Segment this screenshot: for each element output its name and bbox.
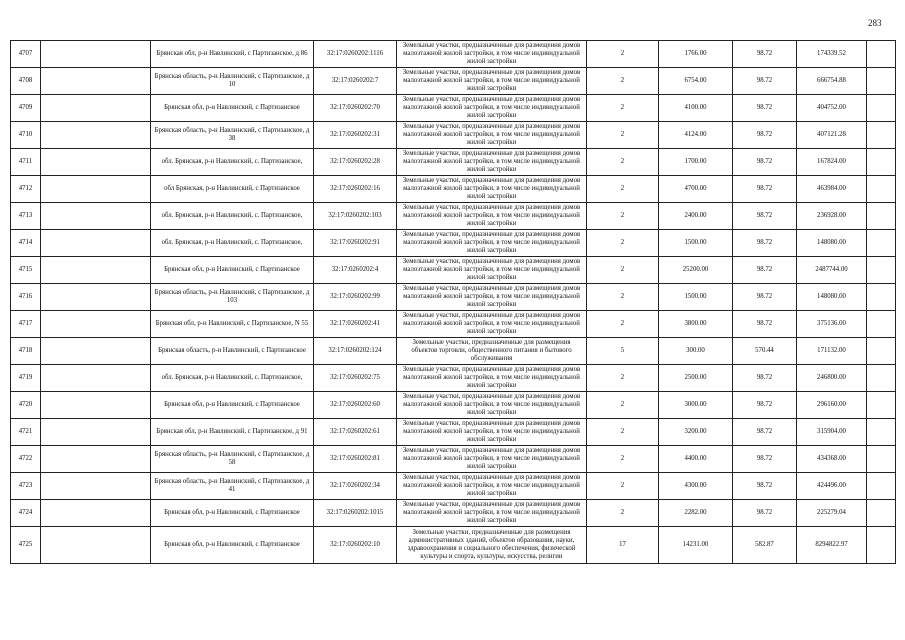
group-cell: 2 xyxy=(587,419,659,446)
empty-cell xyxy=(41,203,151,230)
rate-cell: 98.72 xyxy=(733,500,797,527)
empty-cell xyxy=(867,41,896,68)
land-use-cell: Земельные участки, предназначенные для размещения домов малоэтажной жилой застройки, в том числе индивидуальной жилой застройки xyxy=(397,68,587,95)
rate-cell: 98.72 xyxy=(733,284,797,311)
area-cell: 6754.00 xyxy=(659,68,733,95)
rate-cell: 98.72 xyxy=(733,311,797,338)
group-cell: 2 xyxy=(587,68,659,95)
cadastral-cost-cell: 463984.00 xyxy=(797,176,867,203)
address-cell: обл. Брянская, р-н Навлинский, с. Партизанское, xyxy=(151,203,314,230)
area-cell: 2400.00 xyxy=(659,203,733,230)
cadastral-cost-cell: 424496.00 xyxy=(797,473,867,500)
rate-cell: 98.72 xyxy=(733,473,797,500)
empty-cell xyxy=(41,500,151,527)
cadastral-cost-cell: 315904.00 xyxy=(797,419,867,446)
empty-cell xyxy=(867,230,896,257)
row-number: 4724 xyxy=(11,500,41,527)
area-cell: 14231.00 xyxy=(659,527,733,564)
empty-cell xyxy=(41,446,151,473)
cadastral-number-cell: 32:17:0260202:10 xyxy=(314,527,397,564)
address-cell: Брянская обл, р-н Навлинский, с Партизанское, д 86 xyxy=(151,41,314,68)
empty-cell xyxy=(41,95,151,122)
row-number: 4715 xyxy=(11,257,41,284)
cadastral-number-cell: 32:17:0260202:91 xyxy=(314,230,397,257)
land-use-cell: Земельные участки, предназначенные для размещения домов малоэтажной жилой застройки, в том числе индивидуальной жилой застройки xyxy=(397,446,587,473)
empty-cell xyxy=(41,419,151,446)
empty-cell xyxy=(41,392,151,419)
empty-cell xyxy=(41,149,151,176)
group-cell: 2 xyxy=(587,473,659,500)
address-cell: Брянская обл, р-н Навлинский, с Партизанское xyxy=(151,500,314,527)
empty-cell xyxy=(867,68,896,95)
cadastral-number-cell: 32:17:0260202:99 xyxy=(314,284,397,311)
empty-cell xyxy=(867,203,896,230)
empty-cell xyxy=(867,149,896,176)
land-use-cell: Земельные участки, предназначенные для размещения домов малоэтажной жилой застройки, в том числе индивидуальной жилой застройки xyxy=(397,176,587,203)
empty-cell xyxy=(41,284,151,311)
land-use-cell: Земельные участки, предназначенные для размещения домов малоэтажной жилой застройки, в том числе индивидуальной жилой застройки xyxy=(397,419,587,446)
empty-cell xyxy=(41,338,151,365)
group-cell: 17 xyxy=(587,527,659,564)
cadastral-number-cell: 32:17:0260202:41 xyxy=(314,311,397,338)
empty-cell xyxy=(41,68,151,95)
group-cell: 2 xyxy=(587,257,659,284)
group-cell: 2 xyxy=(587,95,659,122)
cadastral-cost-cell: 236928.00 xyxy=(797,203,867,230)
row-number: 4712 xyxy=(11,176,41,203)
land-use-cell: Земельные участки, предназначенные для размещения домов малоэтажной жилой застройки, в том числе индивидуальной жилой застройки xyxy=(397,122,587,149)
land-use-cell: Земельные участки, предназначенные для размещения домов малоэтажной жилой застройки, в том числе индивидуальной жилой застройки xyxy=(397,230,587,257)
cadastral-number-cell: 32:17:0260202:61 xyxy=(314,419,397,446)
address-cell: Брянская область, р-н Навлинский, с Партизанское, д 41 xyxy=(151,473,314,500)
cadastral-cost-cell: 174339.52 xyxy=(797,41,867,68)
rate-cell: 582.87 xyxy=(733,527,797,564)
cadastral-cost-cell: 246800.00 xyxy=(797,365,867,392)
empty-cell xyxy=(867,311,896,338)
row-number: 4709 xyxy=(11,95,41,122)
group-cell: 2 xyxy=(587,365,659,392)
empty-cell xyxy=(867,257,896,284)
area-cell: 1700.00 xyxy=(659,149,733,176)
group-cell: 2 xyxy=(587,203,659,230)
area-cell: 2282.00 xyxy=(659,500,733,527)
table-row xyxy=(11,365,896,392)
rate-cell: 98.72 xyxy=(733,392,797,419)
area-cell: 4700.00 xyxy=(659,176,733,203)
area-cell: 300.00 xyxy=(659,338,733,365)
row-number: 4714 xyxy=(11,230,41,257)
empty-cell xyxy=(867,284,896,311)
group-cell: 2 xyxy=(587,176,659,203)
table-row xyxy=(11,41,896,68)
area-cell: 3000.00 xyxy=(659,392,733,419)
rate-cell: 98.72 xyxy=(733,95,797,122)
cadastral-number-cell: 32:17:0260202:7 xyxy=(314,68,397,95)
land-use-cell: Земельные участки, предназначенные для размещения домов малоэтажной жилой застройки, в том числе индивидуальной жилой застройки xyxy=(397,149,587,176)
address-cell: Брянская обл, р-н Навлинский, с Партизанское xyxy=(151,392,314,419)
address-cell: Брянская область, р-н Навлинский, с Партизанское, д 58 xyxy=(151,446,314,473)
empty-cell xyxy=(867,365,896,392)
land-use-cell: Земельные участки, предназначенные для размещения домов малоэтажной жилой застройки, в том числе индивидуальной жилой застройки xyxy=(397,392,587,419)
land-use-cell: Земельные участки, предназначенные для размещения домов малоэтажной жилой застройки, в том числе индивидуальной жилой застройки xyxy=(397,41,587,68)
group-cell: 2 xyxy=(587,284,659,311)
group-cell: 2 xyxy=(587,41,659,68)
empty-cell xyxy=(41,365,151,392)
table-row xyxy=(11,311,896,338)
empty-cell xyxy=(41,176,151,203)
empty-cell xyxy=(867,95,896,122)
empty-cell xyxy=(41,230,151,257)
cadastral-cost-cell: 407121.28 xyxy=(797,122,867,149)
empty-cell xyxy=(867,446,896,473)
cadastral-cost-cell: 296160.00 xyxy=(797,392,867,419)
table-row xyxy=(11,68,896,95)
table-row xyxy=(11,122,896,149)
cadastral-number-cell: 32:17:0260202:70 xyxy=(314,95,397,122)
table-body xyxy=(11,41,896,564)
row-number: 4720 xyxy=(11,392,41,419)
table-row xyxy=(11,230,896,257)
cadastral-cost-cell: 404752.00 xyxy=(797,95,867,122)
land-use-cell: Земельные участки, предназначенные для размещения домов малоэтажной жилой застройки, в том числе индивидуальной жилой застройки xyxy=(397,311,587,338)
rate-cell: 98.72 xyxy=(733,203,797,230)
rate-cell: 98.72 xyxy=(733,176,797,203)
table-row xyxy=(11,257,896,284)
address-cell: Брянская обл, р-н Навлинский, с Партизанское xyxy=(151,257,314,284)
group-cell: 2 xyxy=(587,392,659,419)
address-cell: обл. Брянская, р-н Навлинский, с. Партизанское, xyxy=(151,149,314,176)
cadastral-cost-cell: 434368.00 xyxy=(797,446,867,473)
row-number: 4713 xyxy=(11,203,41,230)
cadastral-number-cell: 32:17:0260202:4 xyxy=(314,257,397,284)
row-number: 4719 xyxy=(11,365,41,392)
cadastral-cost-cell: 8294822.97 xyxy=(797,527,867,564)
cadastral-number-cell: 32:17:0260202:124 xyxy=(314,338,397,365)
empty-cell xyxy=(41,257,151,284)
group-cell: 2 xyxy=(587,149,659,176)
address-cell: Брянская область, р-н Навлинский, с Партизанское xyxy=(151,338,314,365)
land-use-cell: Земельные участки, предназначенные для размещения домов малоэтажной жилой застройки, в том числе индивидуальной жилой застройки xyxy=(397,257,587,284)
rate-cell: 570.44 xyxy=(733,338,797,365)
table-row xyxy=(11,446,896,473)
cadastral-cost-cell: 148080.00 xyxy=(797,230,867,257)
cadastral-cost-cell: 2487744.00 xyxy=(797,257,867,284)
address-cell: обл. Брянская, р-н Навлинский, с. Партизанское, xyxy=(151,365,314,392)
table-row xyxy=(11,95,896,122)
rate-cell: 98.72 xyxy=(733,122,797,149)
land-use-cell: Земельные участки, предназначенные для размещения домов малоэтажной жилой застройки, в том числе индивидуальной жилой застройки xyxy=(397,365,587,392)
empty-cell xyxy=(867,500,896,527)
address-cell: обл. Брянская, р-н Навлинский, с. Партизанское, xyxy=(151,230,314,257)
rate-cell: 98.72 xyxy=(733,68,797,95)
rate-cell: 98.72 xyxy=(733,446,797,473)
empty-cell xyxy=(41,311,151,338)
page-number: 283 xyxy=(868,18,882,28)
empty-cell xyxy=(867,338,896,365)
row-number: 4725 xyxy=(11,527,41,564)
address-cell: Брянская обл, р-н Навлинский, с Партизанское xyxy=(151,527,314,564)
group-cell: 2 xyxy=(587,122,659,149)
row-number: 4707 xyxy=(11,41,41,68)
cadastral-number-cell: 32:17:0260202:1015 xyxy=(314,500,397,527)
area-cell: 1500.00 xyxy=(659,284,733,311)
empty-cell xyxy=(41,473,151,500)
empty-cell xyxy=(867,392,896,419)
area-cell: 25200.00 xyxy=(659,257,733,284)
group-cell: 5 xyxy=(587,338,659,365)
cadastral-cost-cell: 171132.00 xyxy=(797,338,867,365)
table-row xyxy=(11,338,896,365)
cadastral-number-cell: 32:17:0260202:28 xyxy=(314,149,397,176)
cadastral-cost-cell: 375136.00 xyxy=(797,311,867,338)
cadastral-cost-cell: 148080.00 xyxy=(797,284,867,311)
row-number: 4723 xyxy=(11,473,41,500)
land-plots-table xyxy=(10,40,896,564)
table-row xyxy=(11,176,896,203)
cadastral-number-cell: 32:17:0260202:34 xyxy=(314,473,397,500)
cadastral-number-cell: 32:17:0260202:103 xyxy=(314,203,397,230)
empty-cell xyxy=(867,419,896,446)
table-row xyxy=(11,149,896,176)
land-use-cell: Земельные участки, предназначенные для размещения объектов торговли, общественного питания и бытового обслуживания xyxy=(397,338,587,365)
cadastral-number-cell: 32:17:0260202:31 xyxy=(314,122,397,149)
land-use-cell: Земельные участки, предназначенные для размещения домов малоэтажной жилой застройки, в том числе индивидуальной жилой застройки xyxy=(397,95,587,122)
row-number: 4711 xyxy=(11,149,41,176)
row-number: 4716 xyxy=(11,284,41,311)
land-use-cell: Земельные участки, предназначенные для размещения административных зданий, объектов образования, науки, здравоохранения и социального обеспечения, физической культуры и спорта, культуры, искусства, религии xyxy=(397,527,587,564)
address-cell: Брянская область, р-н Навлинский, с Партизанское, д 10 xyxy=(151,68,314,95)
land-use-cell: Земельные участки, предназначенные для размещения домов малоэтажной жилой застройки, в том числе индивидуальной жилой застройки xyxy=(397,473,587,500)
row-number: 4708 xyxy=(11,68,41,95)
empty-cell xyxy=(867,473,896,500)
area-cell: 1500.00 xyxy=(659,230,733,257)
table-row xyxy=(11,419,896,446)
empty-cell xyxy=(867,122,896,149)
area-cell: 1766.00 xyxy=(659,41,733,68)
empty-cell xyxy=(41,122,151,149)
rate-cell: 98.72 xyxy=(733,419,797,446)
empty-cell xyxy=(41,41,151,68)
table-row xyxy=(11,392,896,419)
table-row xyxy=(11,500,896,527)
group-cell: 2 xyxy=(587,446,659,473)
area-cell: 4124.00 xyxy=(659,122,733,149)
address-cell: Брянская обл, р-н Навлинский, с Партизанское, д 91 xyxy=(151,419,314,446)
table-row xyxy=(11,284,896,311)
empty-cell xyxy=(867,527,896,564)
cadastral-number-cell: 32:17:0260202:81 xyxy=(314,446,397,473)
address-cell: Брянская обл, р-н Навлинский, с Партизанское xyxy=(151,95,314,122)
address-cell: Брянская область, р-н Навлинский, с Партизанское, д 38 xyxy=(151,122,314,149)
land-use-cell: Земельные участки, предназначенные для размещения домов малоэтажной жилой застройки, в том числе индивидуальной жилой застройки xyxy=(397,500,587,527)
cadastral-number-cell: 32:17:0260202:16 xyxy=(314,176,397,203)
empty-cell xyxy=(867,176,896,203)
area-cell: 4400.00 xyxy=(659,446,733,473)
cadastral-cost-cell: 666754.88 xyxy=(797,68,867,95)
cadastral-number-cell: 32:17:0260202:1116 xyxy=(314,41,397,68)
area-cell: 3200.00 xyxy=(659,419,733,446)
group-cell: 2 xyxy=(587,230,659,257)
rate-cell: 98.72 xyxy=(733,365,797,392)
address-cell: Брянская обл, р-н Навлинский, с Партизанское, N 55 xyxy=(151,311,314,338)
area-cell: 3800.00 xyxy=(659,311,733,338)
table-row xyxy=(11,203,896,230)
row-number: 4722 xyxy=(11,446,41,473)
area-cell: 4300.00 xyxy=(659,473,733,500)
cadastral-number-cell: 32:17:0260202:60 xyxy=(314,392,397,419)
group-cell: 2 xyxy=(587,500,659,527)
row-number: 4717 xyxy=(11,311,41,338)
cadastral-cost-cell: 225279.04 xyxy=(797,500,867,527)
row-number: 4721 xyxy=(11,419,41,446)
address-cell: обл Брянская, р-н Навлинский, с Партизанское xyxy=(151,176,314,203)
address-cell: Брянская область, р-н Навлинский, с Партизанское, д 103 xyxy=(151,284,314,311)
rate-cell: 98.72 xyxy=(733,41,797,68)
row-number: 4710 xyxy=(11,122,41,149)
row-number: 4718 xyxy=(11,338,41,365)
cadastral-cost-cell: 167824.00 xyxy=(797,149,867,176)
land-use-cell: Земельные участки, предназначенные для размещения домов малоэтажной жилой застройки, в том числе индивидуальной жилой застройки xyxy=(397,203,587,230)
table-row xyxy=(11,527,896,564)
area-cell: 2500.00 xyxy=(659,365,733,392)
empty-cell xyxy=(41,527,151,564)
rate-cell: 98.72 xyxy=(733,257,797,284)
cadastral-number-cell: 32:17:0260202:75 xyxy=(314,365,397,392)
land-use-cell: Земельные участки, предназначенные для размещения домов малоэтажной жилой застройки, в том числе индивидуальной жилой застройки xyxy=(397,284,587,311)
group-cell: 2 xyxy=(587,311,659,338)
rate-cell: 98.72 xyxy=(733,149,797,176)
rate-cell: 98.72 xyxy=(733,230,797,257)
table-row xyxy=(11,473,896,500)
area-cell: 4100.00 xyxy=(659,95,733,122)
